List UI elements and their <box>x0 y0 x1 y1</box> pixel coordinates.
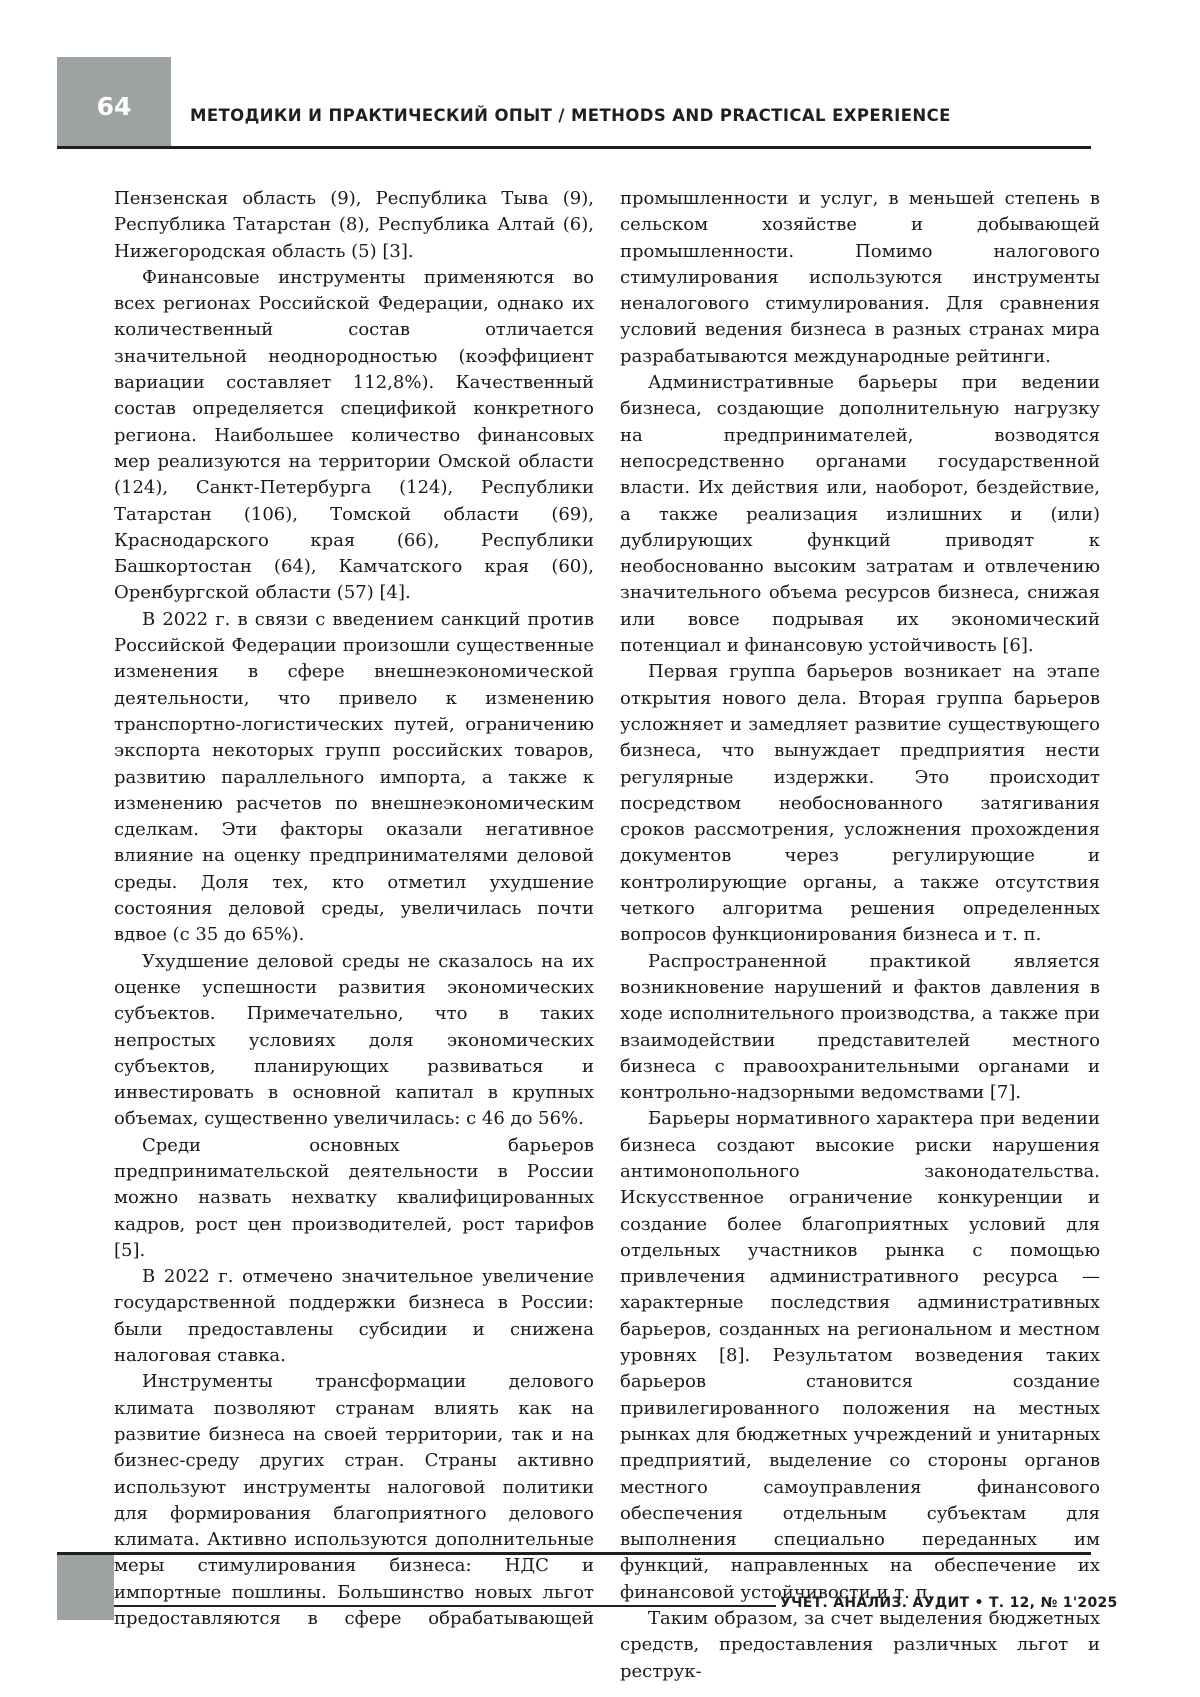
paragraph: Ухудшение деловой среды не сказалось на их оценке успешности развития экономических субъектов. Примечательно, что в таких непростых условиях доля экономических субъектов, планирующих развиваться и инвестировать в основной капитал в крупных объемах, существенно увеличилась: с 46 до 56%. <box>114 950 594 1130</box>
footer-box <box>57 1552 114 1620</box>
paragraph: Распространенной практикой является возникновение нарушений и фактов давления в ходе исполнительного производства, а также при взаимодействии представителей местного бизнеса с правоохранительными органами и контрольно-надзорными ведомствами [7]. <box>620 950 1100 1104</box>
section-title: МЕТОДИКИ И ПРАКТИЧЕСКИЙ ОПЫТ / METHODS AND PRACTICAL EXPERIENCE <box>190 106 951 125</box>
paragraph: промышленности и услуг, в меньшей степень в сельском хозяйстве и добывающей промышленности. Помимо налогового стимулирования используются инструменты неналогового стимулирования. Для сравнения условий ведения бизнеса в разных странах мира разрабатываются международные рейтинги. <box>620 188 1100 367</box>
paragraph: Первая группа барьеров возникает на этапе открытия нового дела. Вторая группа барьеров усложняет и замедляет развитие существующего бизнеса, что вынуждает предприятия нести регулярные издержки. Это происходит посредством необоснованного затягивания сроков рассмотрения, усложнения прохождения документов через регулирующие и контролирующие органы, а также отсутствия четкого алгоритма решения определенных вопросов функционирования бизнеса и т. п. <box>620 661 1100 946</box>
journal-citation: УЧЕТ. АНАЛИЗ. АУДИТ • Т. 12, № 1'2025 <box>780 1595 1118 1611</box>
paragraph: Барьеры нормативного характера при ведении бизнеса создают высокие риски нарушения антимонопольного законодательства. Искусственное ограничение конкуренции и создание более благоприятных условий для отдельных участников рынка с помощью привлечения административного ресурса — характерные последствия административных барьеров, созданных на региональном и местном уровнях [8]. Результатом возведения таких барьеров становится создание привилегированного положения на местных рынках для бюджетных учреждений и унитарных предприятий, выделение со стороны органов местного самоуправления финансового обеспечения отдельным субъектам для выполнения специально переданных им функций, направленных на обеспечение их финансовой устойчивости и т. п. <box>620 1108 1100 1603</box>
paragraph: В 2022 г. отмечено значительное увеличение государственной поддержки бизнеса в России: были предоставлены субсидии и снижена налоговая ставка. <box>114 1266 594 1367</box>
paragraph: Пензенская область (9), Республика Тыва (9), Республика Татарстан (8), Республика Алтай (6), Нижегородская область (5) [3]. <box>114 188 594 262</box>
footer-baseline-rule <box>114 1605 776 1607</box>
paragraph: Среди основных барьеров предпринимательской деятельности в России можно назвать нехватку квалифицированных кадров, рост цен производителей, рост тарифов [5]. <box>114 1134 594 1261</box>
page-number: 64 <box>96 92 132 121</box>
header-rule <box>57 146 1091 149</box>
right-column <box>620 186 1100 1685</box>
paragraph: Таким образом, за счет выделения бюджетных средств, предоставления различных льгот и реструк- <box>620 1608 1100 1682</box>
footer-rule <box>57 1552 1091 1555</box>
paragraph: В 2022 г. в связи с введением санкций против Российской Федерации произошли существенные изменения в сфере внешнеэкономической деятельности, что привело к изменению транспортно-логистических путей, ограничению экспорта некоторых групп российских товаров, развитию параллельного импорта, а также к изменению расчетов по внешнеэкономическим сделкам. Эти факторы оказали негативное влияние на оценку предпринимателями деловой среды. Доля тех, кто отметил ухудшение состояния деловой среды, увеличилась почти вдвое (с 35 до 65%). <box>114 608 594 946</box>
paragraph: Инструменты трансформации делового климата позволяют странам влиять как на развитие бизнеса на своей территории, так и на бизнес-среду других стран. Страны активно используют инструменты налоговой политики для формирования благоприятного делового климата. Активно используются дополнительные меры стимулирования бизнеса: НДС и импортные пошлины. Большинство новых льгот предоставляются в сфере обрабатывающей <box>114 1371 594 1630</box>
paragraph: Административные барьеры при ведении бизнеса, создающие дополнительную нагрузку на предпринимателей, возводятся непосредственно органами государственной власти. Их действия или, наоборот, бездействие, а также реализация излишних и (или) дублирующих функций приводят к необоснованно высоким затратам и отвлечению значительного объема ресурсов бизнеса, снижая или вовсе подрывая их экономический потенциал и финансовую устойчивость [6]. <box>620 372 1100 657</box>
paragraph: Финансовые инструменты применяются во всех регионах Российской Федерации, однако их количественный состав отличается значительной неоднородностью (коэффициент вариации составляет 112,8%). Качественный состав определяется спецификой конкретного региона. Наибольшее количество финансовых мер реализуются на территории Омской области (124), Санкт-Петербурга (124), Республики Татарстан (106), Томской области (69), Краснодарского края (66), Республики Башкортостан (64), Камчатского края (60), Оренбургской области (57) [4]. <box>114 266 594 604</box>
left-column <box>114 186 594 1632</box>
